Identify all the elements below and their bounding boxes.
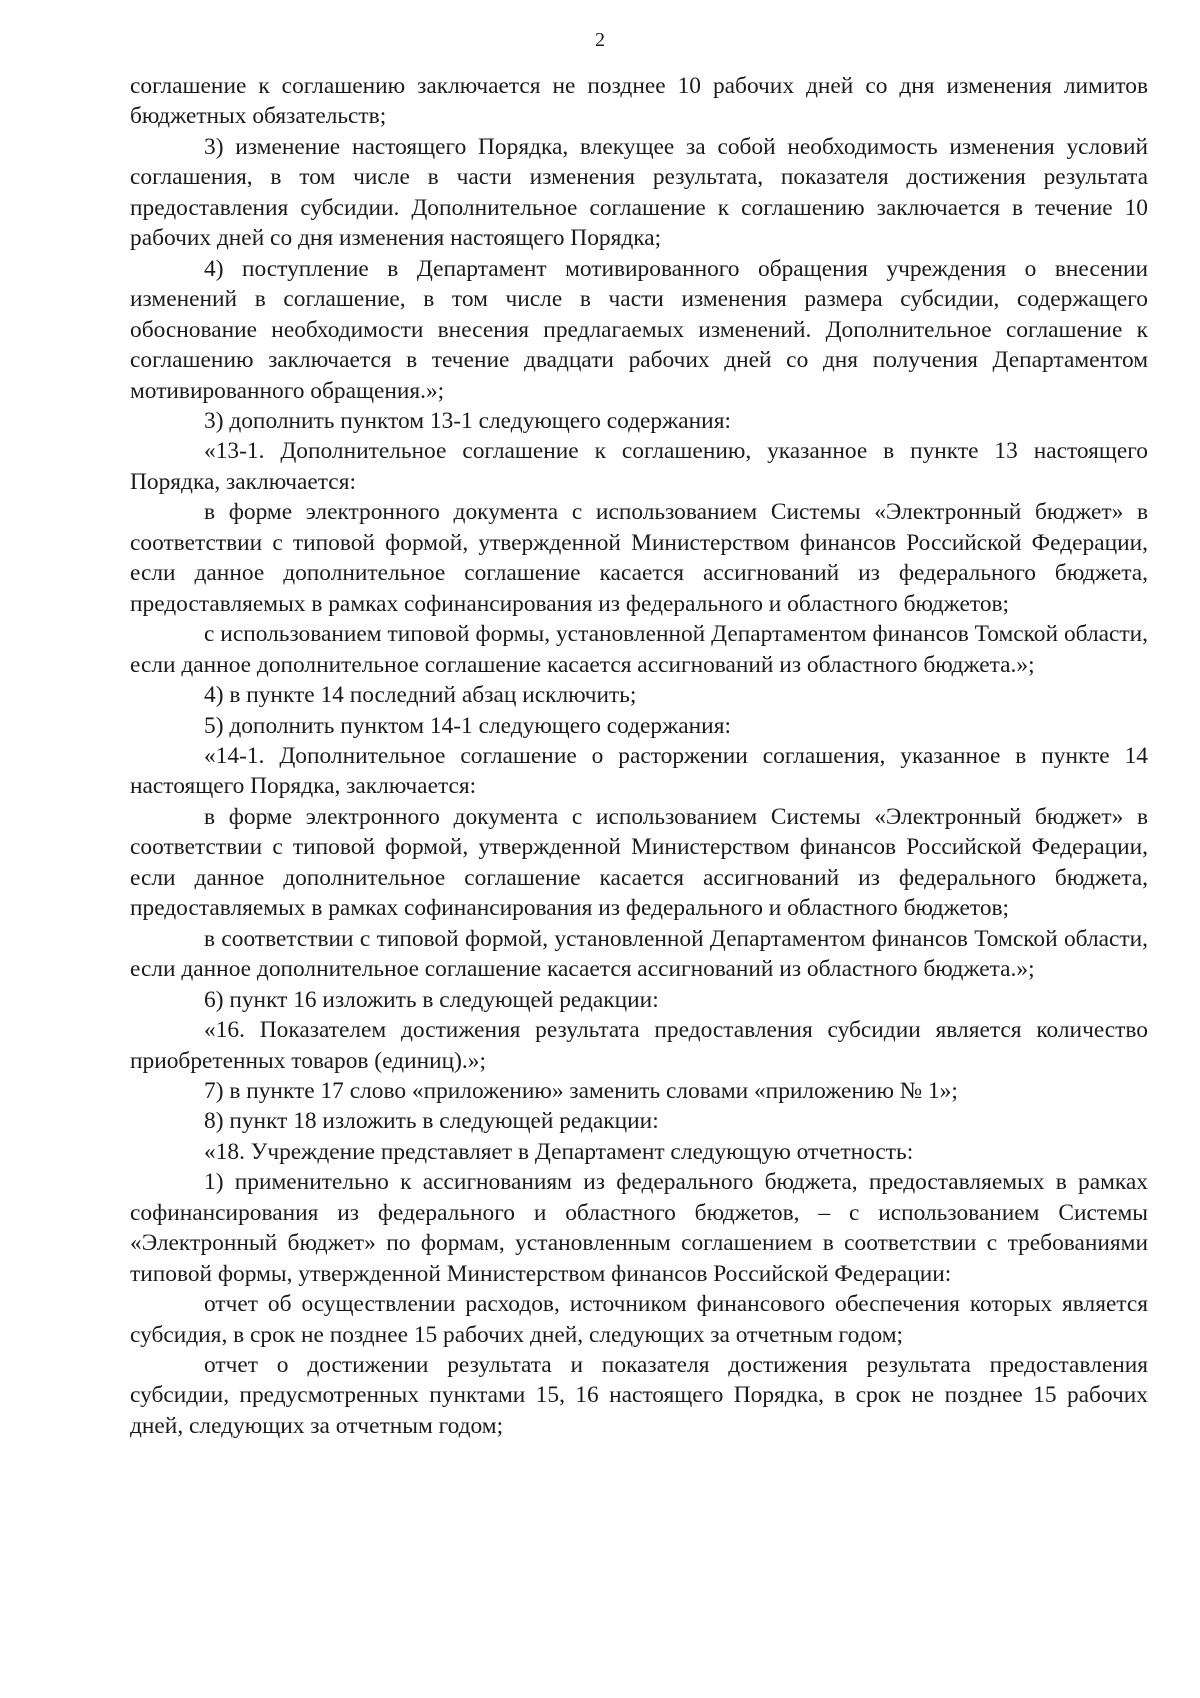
paragraph-amend-18: 8) пункт 18 изложить в следующей редакции: [204,1108,659,1135]
paragraph-report-results: отчет о достижении результата и показателя достижения результата предоставления субсидии, предусмотренных пунктами 15, 16 настоящего Порядка, в срок не позднее 15 рабочих дней, следующих за отчетным годом; [130,1352,1148,1439]
paragraph-clause-18: «18. Учреждение представляет в Департамент следующую отчетность: [204,1138,914,1165]
page-number: 2 [595,29,605,51]
paragraph-14-1-typical-form: в соответствии с типовой формой, установленной Департаментом финансов Томской области, если данное дополнительное соглашение касается ассигнований из областного бюджета.»; [130,925,1148,983]
paragraph-report-expenses: отчет об осуществлении расходов, источником финансового обеспечения которых является субсидия, в срок не позднее 15 рабочих дней, следующих за отчетным годом; [130,1291,1148,1348]
paragraph-14-1-electronic-form: в форме электронного документа с использованием Системы «Электронный бюджет» в соответствии с типовой формой, утвержденной Министерством финансов Российской Федерации, если данное дополнительное соглашение касается ассигнований из федерального бюджета, предоставляемых в рамках софинансирования из федерального и областного бюджетов; [130,803,1148,922]
paragraph-clause-13-1: «13-1. Дополнительное соглашение к соглашению, указанное в пункте 13 настоящего Порядка, заключается: [130,438,1148,495]
paragraph-amend-16: 6) пункт 16 изложить в следующей редакции: [204,986,659,1013]
paragraph-13-1-typical-form: с использованием типовой формы, установленной Департаментом финансов Томской области, если данное дополнительное соглашение касается ассигнований из областного бюджета.»; [130,621,1148,678]
paragraph-amend-13-1: 3) дополнить пунктом 13-1 следующего содержания: [204,407,731,434]
paragraph-18-federal-reporting: 1) применительно к ассигнованиям из федерального бюджета, предоставляемых в рамках софинансирования из федерального и областного бюджетов, – с использованием Системы «Электронный бюджет» по формам, установленным соглашением в соответствии с требованиями типовой формы, утвержденной Министерством финансов Российской Федерации: [130,1169,1148,1287]
paragraph-continuation: соглашение к соглашению заключается не позднее 10 рабочих дней со дня изменения лимитов бюджетных обязательств; [130,73,1148,130]
paragraph-clause-16: «16. Показателем достижения результата предоставления субсидии является количество приобретенных товаров (единиц).»; [130,1017,1148,1074]
document-body [130,71,1148,1441]
paragraph-clause-14-1: «14-1. Дополнительное соглашение о расторжении соглашения, указанное в пункте 14 настоящего Порядка, заключается: [130,742,1148,800]
paragraph-item-3-change-order: 3) изменение настоящего Порядка, влекущее за собой необходимость изменения условий соглашения, в том числе в части изменения результата, показателя достижения результата предоставления субсидии. Дополнительное соглашение к соглашению заключается в течение 10 рабочих дней со дня изменения настоящего Порядка; [130,133,1148,252]
paragraph-item-4-department-request: 4) поступление в Департамент мотивированного обращения учреждения о внесении изменений в соглашение, в том числе в части изменения размера субсидии, содержащего обоснование необходимости внесения предлагаемых изменений. Дополнительное соглашение к соглашению заключается в течение двадцати рабочих дней со дня получения Департаментом мотивированного обращения.»; [130,255,1148,404]
paragraph-amend-17: 7) в пункте 17 слово «приложению» заменить словами «приложению № 1»; [204,1077,958,1104]
paragraph-13-1-electronic-form: в форме электронного документа с использованием Системы «Электронный бюджет» в соответствии с типовой формой, утвержденной Министерством финансов Российской Федерации, если данное дополнительное соглашение касается ассигнований из федерального бюджета, предоставляемых в рамках софинансирования из федерального и областного бюджетов; [130,499,1148,617]
paragraph-amend-14: 4) в пункте 14 последний абзац исключить; [204,682,637,709]
paragraph-amend-14-1: 5) дополнить пунктом 14-1 следующего содержания: [204,712,731,739]
